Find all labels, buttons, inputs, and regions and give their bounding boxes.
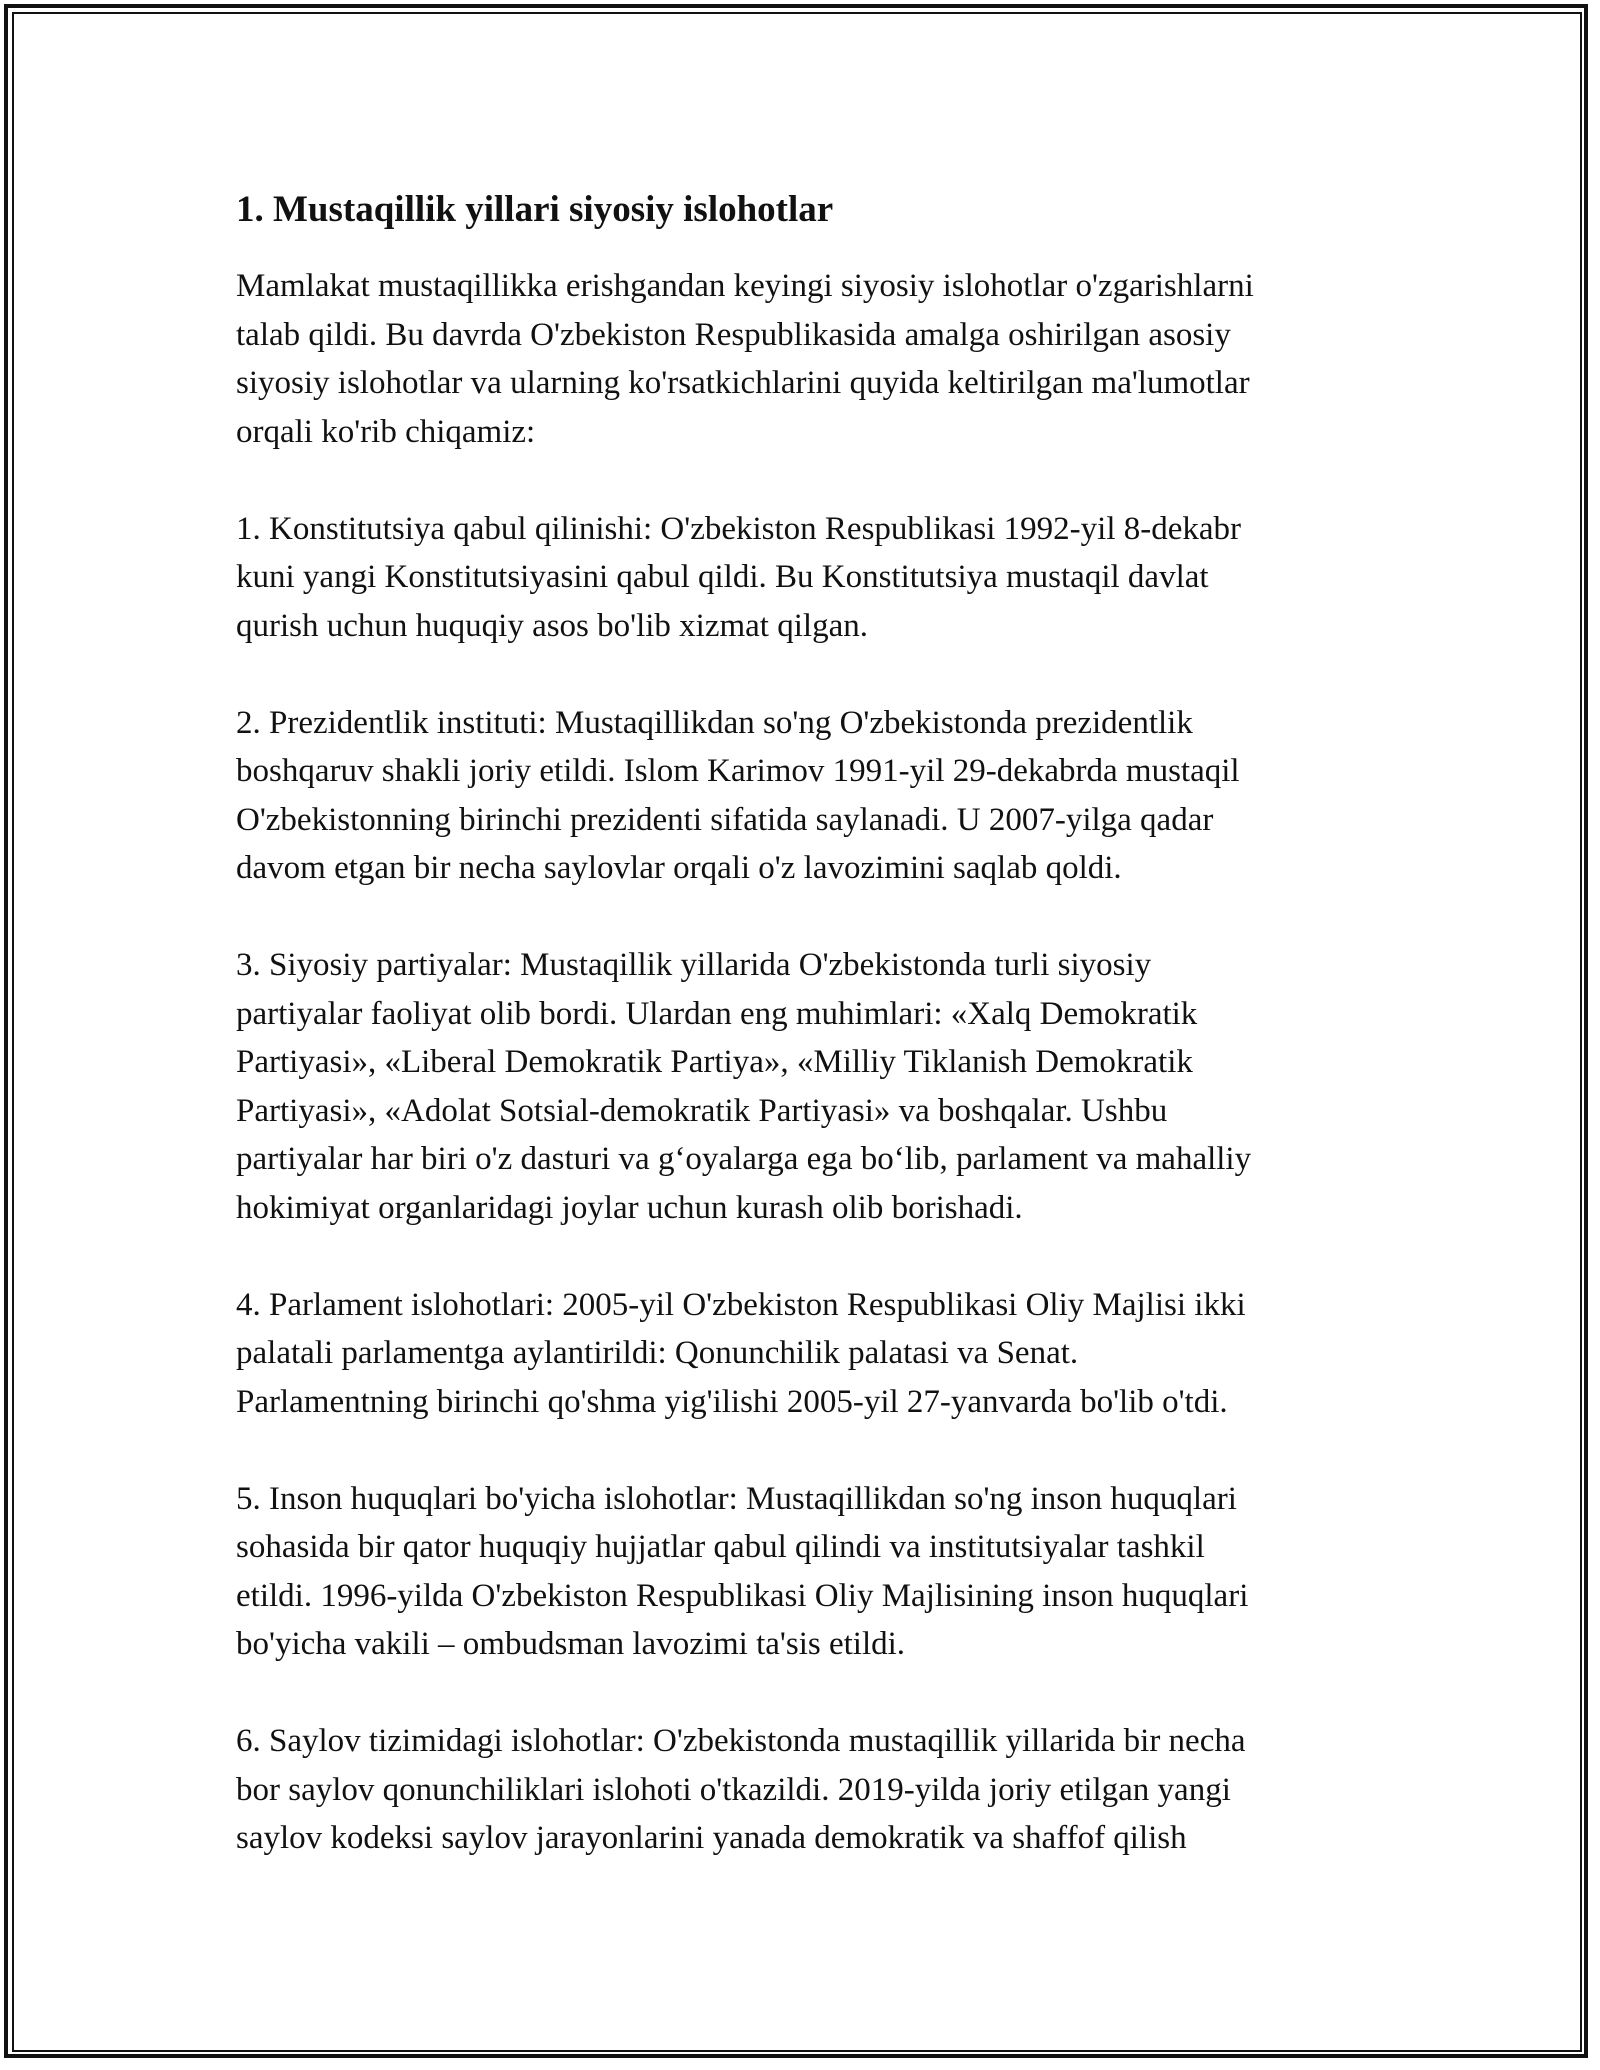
page-title: 1. Mustaqillik yillari siyosiy islohotlar <box>236 189 834 230</box>
paragraph-human-rights: 5. Inson huquqlari bo'yicha islohotlar: Mustaqillikdan so'ng inson huquqlari sohasida bir qator huquqiy hujjatlar qabul qilindi va institutsiyalar tashkil etildi. 1996-yilda O'zbekiston Respublikasi Oliy Majlisining inson huquqlari bo'yicha vakili – ombudsman lavozimi ta'sis etildi. <box>236 1480 1249 1662</box>
paragraph-political-parties: 3. Siyosiy partiyalar: Mustaqillik yillarida O'zbekistonda turli siyosiy partiyalar faoliyat olib bordi. Ulardan eng muhimlari: «Xalq Demokratik Partiyasi», «Liberal Demokratik Partiya», «Milliy Tiklanish Demokratik Partiyasi», «Adolat Sotsial-demokratik Partiyasi» va boshqalar. Ushbu partiyalar har biri o'z dasturi va g‘oyalarga ega bo‘lib, parlament va mahalliy hokimiyat organlaridagi joylar uchun kurash olib borishadi. <box>236 947 1252 1226</box>
paragraph-constitution: 1. Konstitutsiya qabul qilinishi: O'zbekiston Respublikasi 1992-yil 8-dekabr kuni yangi Konstitutsiyasini qabul qildi. Bu Konstitutsiya mustaqil davlat qurish uchun huquqiy asos bo'lib xizmat qilgan. <box>236 510 1242 644</box>
paragraph-presidency: 2. Prezidentlik instituti: Mustaqillikdan so'ng O'zbekistonda prezidentlik boshqaruv shakli joriy etildi. Islom Karimov 1991-yil 29-dekabrda mustaqil O'zbekistonning birinchi prezidenti sifatida saylanadi. U 2007-yilga qadar davom etgan bir necha saylovlar orqali o'z lavozimini saqlab qoldi. <box>236 704 1240 886</box>
paragraph-electoral-system: 6. Saylov tizimidagi islohotlar: O'zbekistonda mustaqillik yillarida bir necha bor saylov qonunchiliklari islohoti o'tkazildi. 2019-yilda joriy etilgan yangi saylov kodeksi saylov jarayonlarini yanada demokratik va shaffof qilish <box>236 1723 1246 1856</box>
page-content <box>236 186 1396 1911</box>
paragraph-parliament: 4. Parlament islohotlari: 2005-yil O'zbekiston Respublikasi Oliy Majlisi ikki palatali parlamentga aylantirildi: Qonunchilik palatasi va Senat. Parlamentning birinchi qo'shma yig'ilishi 2005-yil 27-yanvarda bo'lib o'tdi. <box>236 1286 1246 1420</box>
intro-paragraph: Mamlakat mustaqillikka erishgandan keyingi siyosiy islohotlar o'zgarishlarni talab qildi. Bu davrda O'zbekiston Respublikasida amalga oshirilgan asosiy siyosiy islohotlar va ularning ko'rsatkichlarini quyida keltirilgan ma'lumotlar orqali ko'rib chiqamiz: <box>236 268 1254 450</box>
